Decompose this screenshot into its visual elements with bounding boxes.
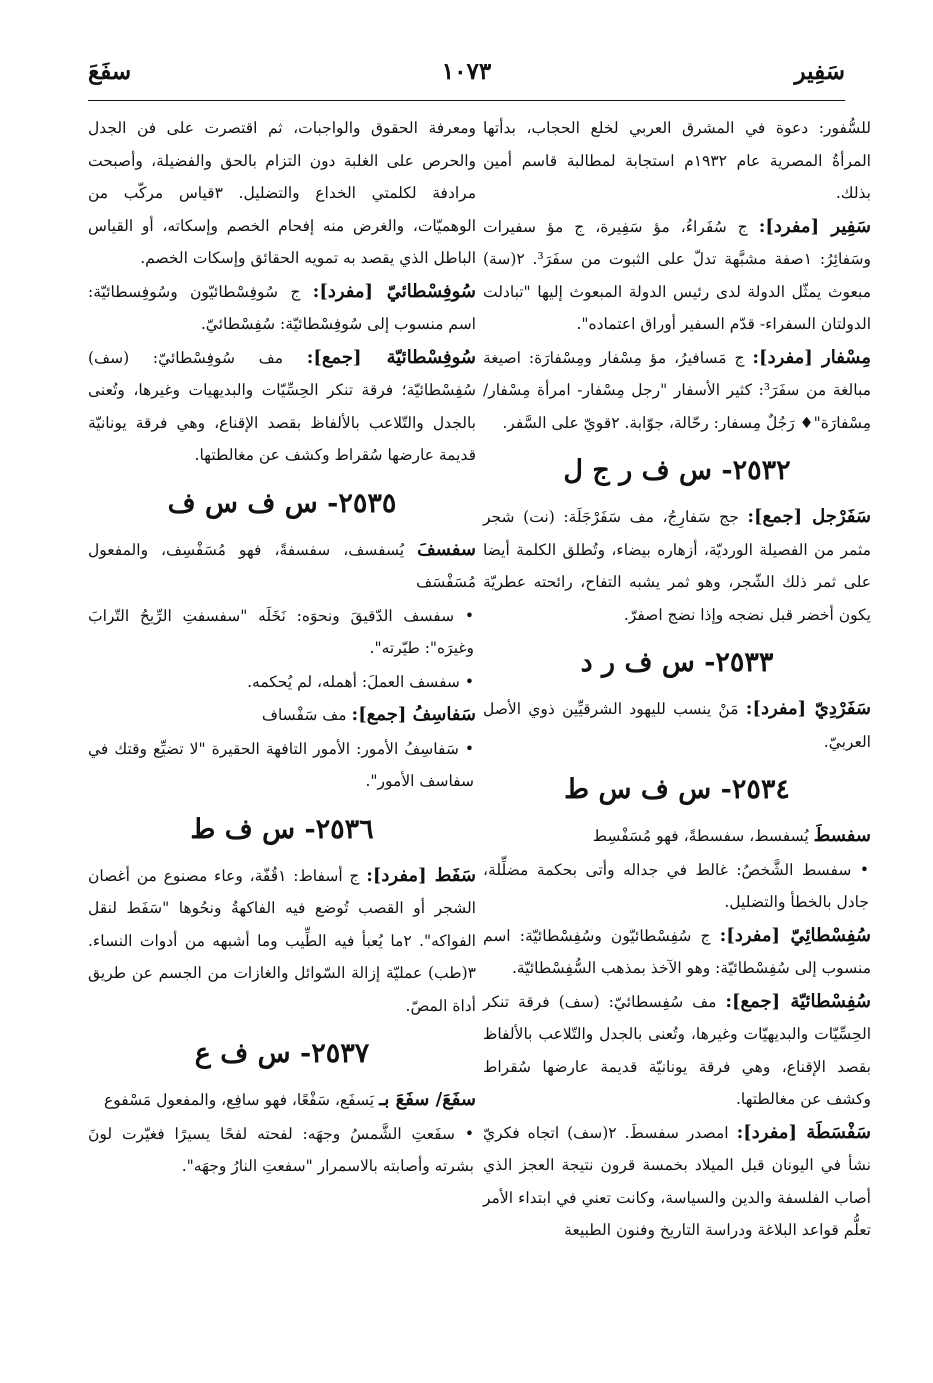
header-last-word: سفَعَ — [88, 58, 132, 85]
root-heading: ٢٥٣٥- س ف س ف — [167, 487, 397, 519]
root-heading: ٢٥٣٢- س ف ر ج ل — [563, 455, 791, 486]
dictionary-entry — [483, 986, 871, 1116]
entry-headword: سفَعَ/ سفَعَ بـ — [379, 1089, 476, 1110]
dictionary-entry — [483, 501, 871, 631]
page-number: ١٠٧٣ — [441, 58, 492, 85]
entry-text: يُسفسط، سفسطةً، فهو مُسَفْسِط — [592, 827, 809, 845]
entry-text: للسُّفور: دعوة في المشرق العربي لخلع الحجاب، بدأتها المرأةُ المصرية عام ١٩٣٢م استجابة لمطالبة قاسم أمين بذلك. — [483, 119, 871, 202]
dictionary-entry — [483, 342, 871, 440]
dictionary-entry — [483, 820, 871, 853]
entry-headword: سُفِسْطائيّة [جمع]: — [725, 990, 872, 1012]
entry-headword: سَفَرْدِيّ [مفرد]: — [745, 698, 871, 719]
dictionary-entry — [483, 920, 871, 985]
dictionary-entry — [88, 342, 476, 472]
page-header — [88, 58, 845, 92]
dictionary-entry — [88, 860, 476, 1023]
entry-headword: سُفِسْطائِيّ [مفرد]: — [719, 924, 871, 946]
root-heading: ٢٥٣٦- س ف ط — [190, 813, 374, 845]
entry-text: امصدر سفسطَ. ٢(سف) اتجاه فكريّ نشأ في اليونان قبل الميلاد بخمسة قرون نتيجة العجز الذي أصاب الفلسفة والدين والسياسة، وكانت تعني في ابتداء الأمر تعلُّم قواعد البلاغة ودراسة التاريخ وفنون الطبيعة — [483, 1123, 871, 1239]
entry-text: يُسفسف، سفسفةً، فهو مُسَفْسِف، والمفعول مُسَفْسَف — [88, 540, 476, 591]
entry-sense: • سفسف الدّقيقَ ونحوَه: نَخَلَه "سفسفتِ الرِّيحُ التّرابَ وغيرَه": طيّرته". — [88, 606, 474, 657]
entry-sense: • سفسط الشَّخصُ: غالط في جداله وأتى بحكمة مضلِّلة، جادل بالخطأ والتضليل. — [483, 860, 869, 911]
entry-headword: سفسفَ — [417, 538, 476, 560]
left-column — [88, 112, 476, 1184]
entry-headword: سَفاسِفُ [جمع]: — [351, 704, 476, 725]
dictionary-entry — [88, 534, 476, 599]
entry-text: ج سُوفِسْطائيّون وسُوفِسطائيّة: اسم منسوب إلى سُوفِسْطائيّة: سُفِسْطائيّ. — [88, 282, 476, 333]
entry-headword: سَفْسَطَة [مفرد]: — [736, 1121, 871, 1143]
entry-text: يَسفَع، سَفْعًا، فهو سافِع، والمفعول مَسْفوع — [104, 1091, 375, 1109]
entry-text: مف سُوفِسْطائيّ: (سف) سُفِسْطائيّة؛ فرقة تنكر الحِسِّيّات والبديهيات وغيرها، وتُعنى بالجدل والتّلاعب بالألفاظ بقصد الإقناع، وهي فرقة يونانيّة قديمة عارضها سُقراط وكشف عن مغالطتها. — [88, 348, 476, 464]
entry-headword: مِسْفار [مفرد]: — [752, 346, 872, 368]
entry-text: مف سُفِسطائيّ: (سف) فرقة تنكر الحِسِّيّات والبديهيّات وغيرها، وتُعنى بالجدل والتّلاعب بالألفاظ بقصد الإقناع، وهي فرقة يونانيّة قديمة عارضها سُقراط وكشف عن مغالطتها. — [483, 992, 871, 1108]
entry-text: مَنْ ينسب لليهود الشرقيِّين ذوي الأصل العربيّ. — [483, 700, 871, 751]
entry-sense: • سفَعتِ الشَّمسُ وجهَه: لفحته لفحًا يسيرًا فغيّرت لونَ بشرته وأصابته بالاسمرار "سفعتِ النارُ وجهَه". — [88, 1124, 474, 1175]
header-first-word: سَفِير — [794, 58, 845, 85]
entry-text: جج سَفارِجُ، مف سَفَرْجَلَة: (نت) شجر مثمر من الفصيلة الورديّة، أزهاره بيضاء، وتُطلق الكلمة أيضا على ثمر ذلك الشّجر، وهو ثمر يشبه التفاح، رائحته عطريّة يكون أخضر قبل نضجه وإذا نضج اصفرّ. — [483, 508, 871, 624]
root-heading: ٢٥٣٣- س ف ر د — [580, 647, 774, 678]
entry-text: ج مَسافيرُ، مؤ مِسْفار ومِسْفارَة: اصيغة مبالغة من سفَرَ³: كثير الأسفار "رجل مِسْفار- امرأة مِسْفار/ مِسْفارَة"♦ رَجُلٌ مِسفار: رحّالة، جوّابة. ٢قويّ على السَّفر. — [483, 348, 871, 432]
dictionary-entry — [483, 211, 871, 341]
root-heading: ٢٥٣٤- س ف س ط — [564, 774, 790, 805]
entry-headword: سَفِير [مفرد]: — [758, 215, 871, 237]
entry-headword: سُوفِسْطائيّ [مفرد]: — [312, 280, 476, 302]
entry-headword: سفسطَ — [813, 825, 871, 846]
entry-headword: سُوفِسْطائيّة [جمع]: — [306, 346, 476, 368]
dictionary-entry — [88, 699, 476, 732]
right-column — [483, 112, 871, 1248]
entry-text: مف سَفْساف — [261, 706, 347, 724]
entry-text: ومعرفة الحقوق والواجبات، ثم اقتصرت على فن الجدل والحرص على الغلبة دون التزام بالحق والفضيلة، وأصبحت مرادفة لكلمتي الخداع والتضليل. ٣قياس مركّب من الوهميّات، والغرض منه إفحام الخصم وإسكاته، أو القياس الباطل الذي يقصد به تمويه الحقائق وإسكات الخصم. — [88, 119, 477, 267]
entry-headword: سَفَط [مفرد]: — [366, 864, 476, 886]
dictionary-entry — [483, 1117, 871, 1247]
entry-sense: • سَفاسِفُ الأمور: الأمور التافهة الحقيرة "لا تضيِّع وقتك في سفاسف الأمور". — [88, 739, 474, 790]
entry-text: ج سُفَراءُ، مؤ سَفِيرة، ج مؤ سفيرات وسَفائِرُ: ١صفة مشبَّهة تدلّ على الثبوت من سفَرَ³. ٢(سة) مبعوث يمثّل الدولة لدى رئيس الدولة المبعوث إليها "تبادلت الدولتان السفراء- قدّم السفير أوراق اعتماده". — [483, 217, 871, 333]
entry-text: ج سُفِسْطائيّون وسُفِسْطائيّة: اسم منسوب إلى سُفِسْطائيّة: وهو الآخذ بمذهب السُّفِسْطائيّة. — [483, 926, 871, 977]
entry-headword: سَفَرْجل [جمع]: — [747, 506, 871, 527]
dictionary-entry — [483, 693, 871, 758]
root-heading: ٢٥٣٧- س ف ع — [194, 1038, 370, 1069]
dictionary-entry — [88, 276, 476, 341]
header-rule — [88, 100, 845, 101]
entry-sense: • سفسف العملَ: أهمله، لم يُحكمه. — [247, 672, 474, 691]
dictionary-entry — [88, 1084, 476, 1117]
entry-text: ج أسفاط: ١قُفّة، وعاء مصنوع من أغصان الشجر أو القصب تُوضع فيه الفاكهةُ ونحُوها "سَفَط لنقل الفواكه". ٢ما يُعبأ فيه الطِّيب وما أشبهه من أدوات النساء. ٣(طب) عمليّة إزالة السّوائل والغازات من الجسم عن طريق أداة المصّ. — [88, 866, 476, 1015]
